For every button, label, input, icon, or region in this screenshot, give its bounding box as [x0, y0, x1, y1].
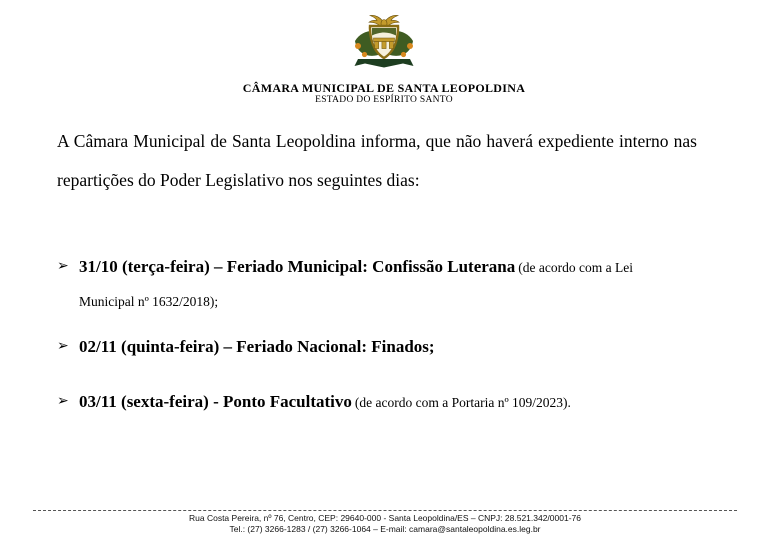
holiday-bold-text: 02/11 (quinta-feira) – Feriado Nacional: Finados;	[79, 337, 435, 356]
holiday-bold-text: 03/11 (sexta-feira) - Ponto Facultativo	[79, 392, 352, 411]
crest-aqueduct	[374, 38, 395, 49]
list-item-31-10	[57, 250, 677, 318]
footer-address: Rua Costa Pereira, nº 76, Centro, CEP: 29640-000 - Santa Leopoldina/ES – CNPJ: 28.521.342/0001-76	[189, 513, 581, 523]
footer	[33, 510, 737, 534]
org-subtitle: ESTADO DO ESPÍRITO SANTO	[315, 95, 453, 105]
intro-paragraph: A Câmara Municipal de Santa Leopoldina informa, que não haverá expediente interno nas repartições do Poder Legislativo nos seguintes dias:	[57, 131, 697, 190]
list-item-03-11	[57, 385, 677, 419]
holiday-bold-text: 31/10 (terça-feira) – Feriado Municipal: Confissão Luterana	[79, 257, 516, 276]
arrow-bullet-icon: ➢	[57, 338, 69, 354]
holiday-note-text: (de acordo com a Portaria nº 109/2023).	[354, 395, 571, 410]
holiday-note-text: (de acordo com a Lei Municipal nº 1632/2018);	[79, 260, 633, 309]
crest-ribbon	[355, 59, 414, 68]
coat-of-arms-icon	[345, 13, 423, 75]
list-item-02-11	[57, 330, 677, 363]
holiday-list	[57, 250, 697, 419]
arrow-bullet-icon: ➢	[57, 393, 69, 409]
org-title: CÂMARA MUNICIPAL DE SANTA LEOPOLDINA	[242, 81, 526, 95]
arrow-bullet-icon: ➢	[57, 258, 69, 274]
footer-contact: Tel.: (27) 3266-1283 / (27) 3266-1064 – E-mail: camara@santaleopoldina.es.leg.br	[229, 523, 541, 534]
